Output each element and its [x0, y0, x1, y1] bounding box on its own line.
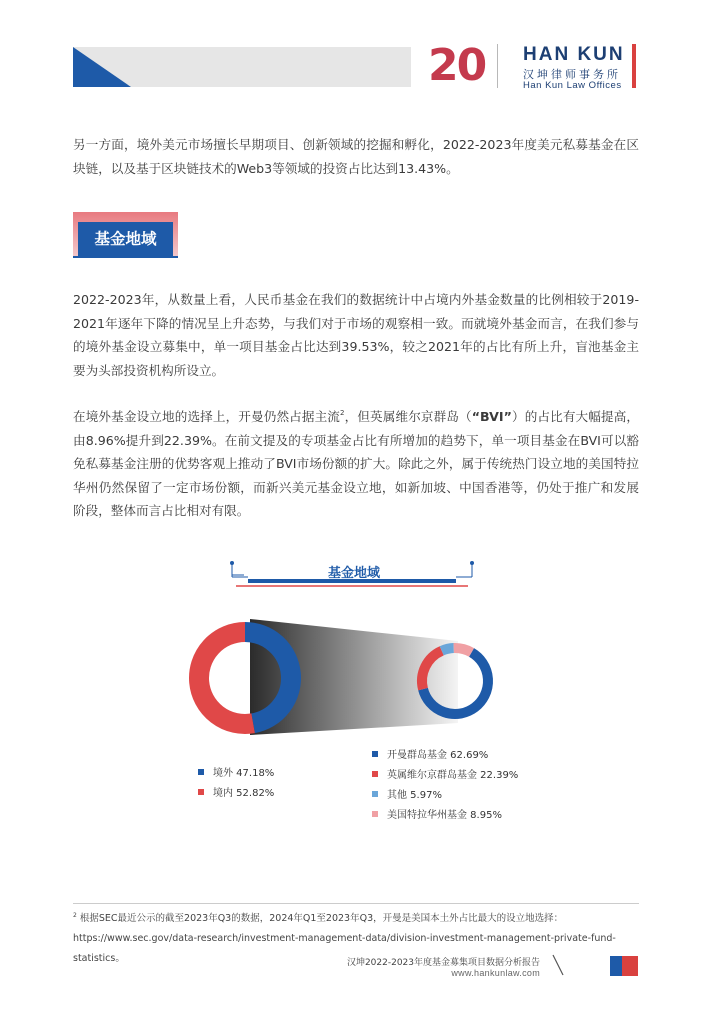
brand-name-cn: 汉坤律师事务所 [523, 68, 621, 81]
fund-region-chart [0, 555, 711, 855]
footnote-text: 根据SEC最近公示的截至2023年Q3的数据，2024年Q1至2023年Q3，开曼是美国本土外占比最大的设立地选择：https://www.sec.gov/data-research/investment-management-data/division-investment-management-private-fund-statistics。 [73, 913, 616, 964]
brand-accent-bar [632, 44, 636, 88]
logo-divider [497, 44, 498, 88]
legend-label: 境内 52.82% [213, 788, 275, 799]
footer-url[interactable]: www.hankunlaw.com [451, 968, 540, 978]
legend-label: 开曼群岛基金 62.69% [387, 750, 489, 761]
paragraph-3-part-c: ）的占比有大幅提高，由8.96%提升到22.39%。在前文提及的专项基金占比有所增加的趋势下，单一项目基金在BVI可以豁免私募基金注册的优势客观上推动了BVI市场份额的扩大。除此之外，属于传统热门设立地的美国特拉华州仍然保留了一定市场份额，而新兴美元基金设立地，如新加坡、中国香港等，仍处于推广和发展阶段，整体而言占比相对有限。 [73, 409, 640, 518]
legend-label: 英属维尔京群岛基金 22.39% [387, 770, 519, 781]
anniversary-logo: 20 [428, 40, 486, 91]
section-heading: 基金地域 [78, 222, 173, 256]
paragraph-3-part-b: ，但英属维尔京群岛（ [344, 409, 472, 424]
legend-label: 美国特拉华州基金 8.95% [387, 810, 502, 821]
footer-accent-block-blue [610, 956, 622, 976]
chart-title: 基金地域 [327, 566, 381, 581]
paragraph-2: 2022-2023年，从数量上看，人民币基金在我们的数据统计中占境内外基金数量的比例相较于2019-2021年逐年下降的情况呈上升态势，与我们对于市场的观察相一致。而就境外基金而言，在我们参与的境外基金设立募集中，单一项目基金占比达到39.53%，较之2021年的占比有所上升，盲池基金主要为头部投资机构所设立。 [73, 292, 639, 378]
footnote-number: 2 [73, 912, 77, 919]
bvi-term: “BVI” [471, 409, 512, 424]
donut-slice-other [442, 648, 454, 651]
paragraph-3 [73, 402, 639, 523]
legend-label: 其他 5.97% [387, 790, 442, 801]
footer-slash-decoration [551, 953, 565, 977]
footnote-ref: 2 [340, 409, 345, 417]
section-heading-underline [73, 256, 178, 258]
brand-name-full: Han Kun Law Offices [523, 80, 622, 91]
brand-name-en: HAN KUN [523, 44, 625, 65]
header-triangle-decoration [73, 47, 143, 87]
donut-slice-domestic [199, 632, 253, 724]
donut-slice-delaware [454, 648, 472, 652]
legend-label: 境外 47.18% [213, 768, 275, 779]
paragraph-1: 另一方面，境外美元市场擅长早期项目、创新领域的挖掘和孵化，2022-2023年度美元私募基金在区块链，以及基于区块链技术的Web3等领域的投资占比达到13.43%。 [73, 137, 639, 176]
footer-report-title: 汉坤2022-2023年度基金募集项目数据分析报告 [346, 958, 540, 968]
paragraph-3-part-a: 在境外基金设立地的选择上，开曼仍然占据主流 [73, 409, 341, 424]
footnote-divider [73, 903, 639, 904]
